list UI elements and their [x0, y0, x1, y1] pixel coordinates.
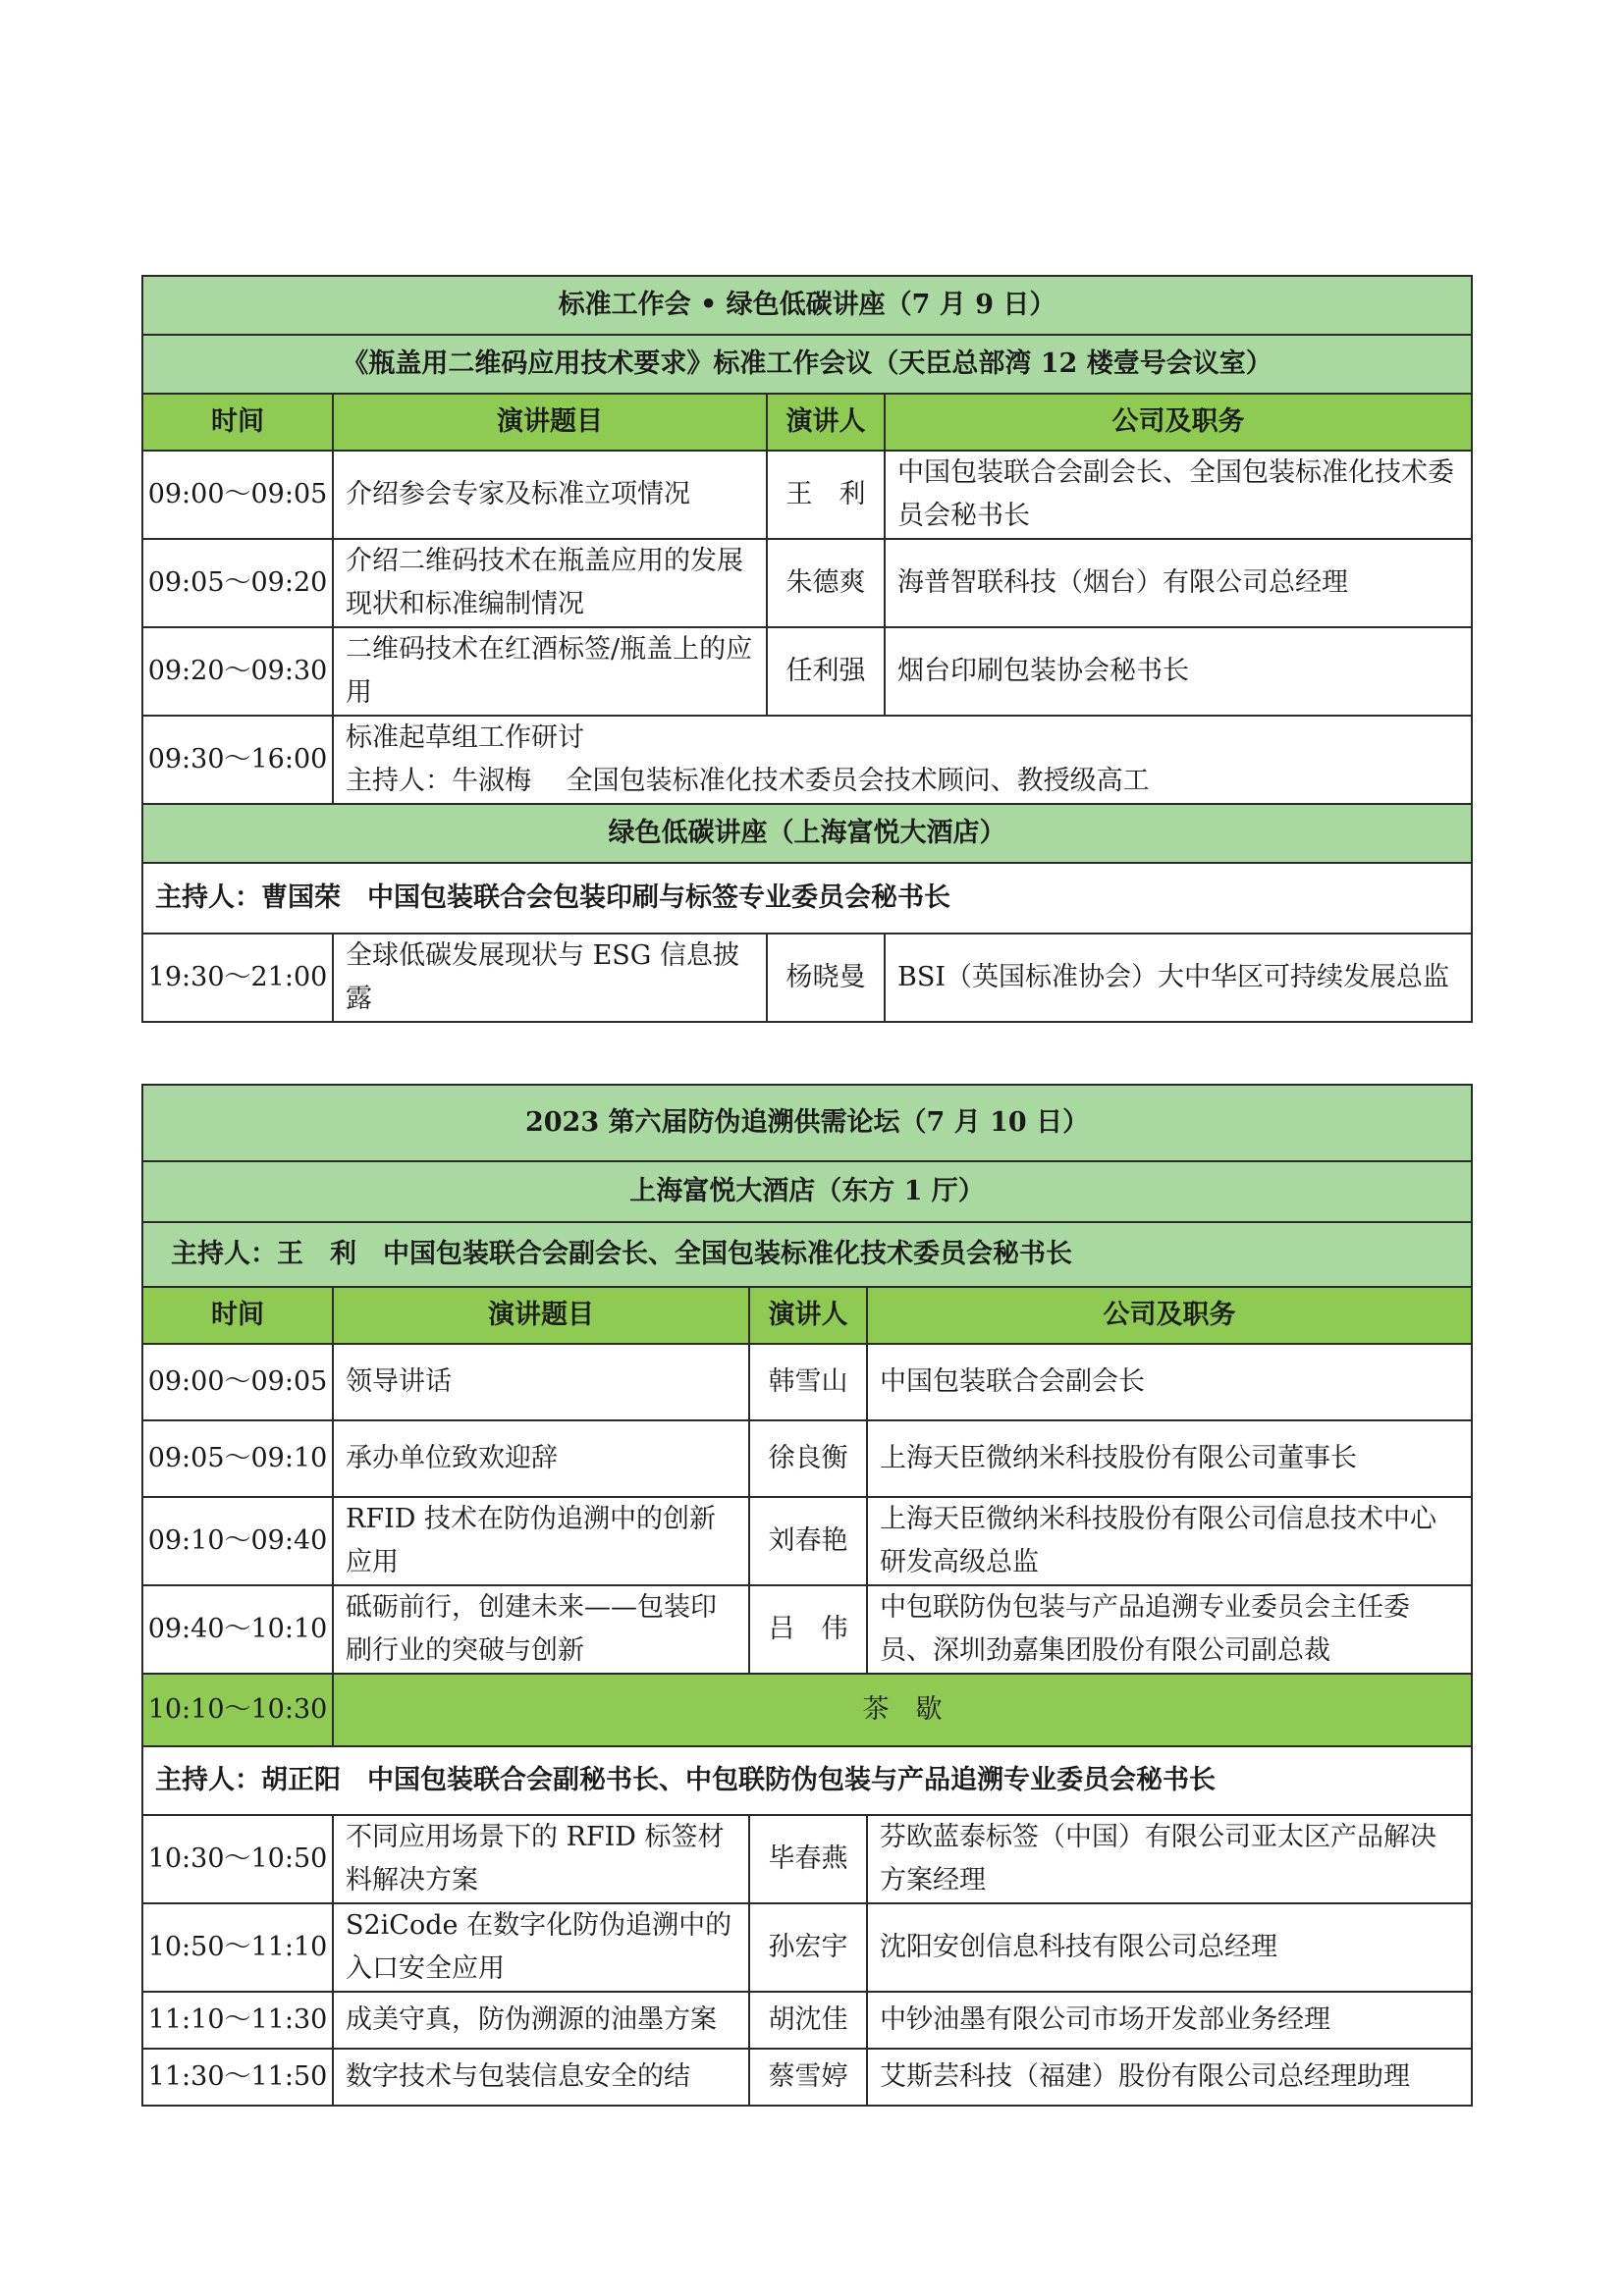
time-cell: 09:10～09:40: [142, 1497, 333, 1585]
topic-cell: 承办单位致欢迎辞: [333, 1420, 749, 1497]
time-cell: 10:50～11:10: [142, 1903, 333, 1992]
topic-cell: 砥砺前行，创建未来——包装印刷行业的突破与创新: [333, 1585, 749, 1674]
speaker-cell: 王 利: [767, 451, 885, 539]
time-cell: 19:30～21:00: [142, 934, 333, 1022]
company-cell: 中钞油墨有限公司市场开发部业务经理: [867, 1992, 1472, 2049]
company-cell: 沈阳安创信息科技有限公司总经理: [867, 1903, 1472, 1992]
host-text: 主持人：王 利 中国包装联合会副会长、全国包装标准化技术委员会秘书长: [142, 1222, 1472, 1287]
header-row: [142, 394, 1472, 451]
table-row: [142, 539, 1472, 627]
table-row: [142, 627, 1472, 716]
table-row: [142, 1497, 1472, 1585]
break-label: 茶 歇: [333, 1674, 1472, 1746]
venue-title: 上海富悦大酒店（东方 1 厅）: [142, 1161, 1472, 1222]
topic-cell: 全球低碳发展现状与 ESG 信息披露: [333, 934, 767, 1022]
header-time: 时间: [142, 1287, 333, 1344]
time-cell: 11:30～11:50: [142, 2049, 333, 2106]
company-cell: 上海天臣微纳米科技股份有限公司董事长: [867, 1420, 1472, 1497]
header-row: [142, 1287, 1472, 1344]
speaker-cell: 吕 伟: [749, 1585, 867, 1674]
speaker-cell: 朱德爽: [767, 539, 885, 627]
table-row: [142, 1344, 1472, 1420]
table-row: [142, 934, 1472, 1022]
host-text: 主持人：曹国荣 中国包装联合会包装印刷与标签专业委员会秘书长: [142, 863, 1472, 934]
company-cell: 中国包装联合会副会长、全国包装标准化技术委员会秘书长: [885, 451, 1472, 539]
company-cell: 海普智联科技（烟台）有限公司总经理: [885, 539, 1472, 627]
speaker-cell: 韩雪山: [749, 1344, 867, 1420]
header-speaker: 演讲人: [767, 394, 885, 451]
schedule-table-standards: [141, 275, 1473, 1023]
table-row: [142, 1903, 1472, 1992]
host-row: [142, 1222, 1472, 1287]
table-title: 2023 第六届防伪追溯供需论坛（7 月 10 日）: [142, 1085, 1472, 1161]
topic-cell: 数字技术与包装信息安全的结: [333, 2049, 749, 2106]
time-cell: 09:00～09:05: [142, 1344, 333, 1420]
header-speaker: 演讲人: [749, 1287, 867, 1344]
speaker-cell: 徐良衡: [749, 1420, 867, 1497]
table-title: 标准工作会 • 绿色低碳讲座（7 月 9 日）: [142, 276, 1472, 335]
host-row: [142, 863, 1472, 934]
topic-cell: RFID 技术在防伪追溯中的创新应用: [333, 1497, 749, 1585]
speaker-cell: 毕春燕: [749, 1815, 867, 1903]
table-row: [142, 1420, 1472, 1497]
host-row: [142, 1746, 1472, 1815]
time-cell: 10:10～10:30: [142, 1674, 333, 1746]
table-row: [142, 1992, 1472, 2049]
company-cell: 芬欧蓝泰标签（中国）有限公司亚太区产品解决方案经理: [867, 1815, 1472, 1903]
topic-cell: 领导讲话: [333, 1344, 749, 1420]
speaker-cell: 蔡雪婷: [749, 2049, 867, 2106]
meeting-subtitle: 《瓶盖用二维码应用技术要求》标准工作会议（天臣总部湾 12 楼壹号会议室）: [142, 335, 1472, 394]
table-title-row: [142, 276, 1472, 335]
time-cell: 09:30～16:00: [142, 716, 333, 804]
company-cell: BSI（英国标准协会）大中华区可持续发展总监: [885, 934, 1472, 1022]
company-cell: 烟台印刷包装协会秘书长: [885, 627, 1472, 716]
company-cell: 中国包装联合会副会长: [867, 1344, 1472, 1420]
time-cell: 09:05～09:20: [142, 539, 333, 627]
time-cell: 11:10～11:30: [142, 1992, 333, 2049]
speaker-cell: 孙宏宇: [749, 1903, 867, 1992]
table-row: [142, 1815, 1472, 1903]
time-cell: 09:00～09:05: [142, 451, 333, 539]
topic-cell: 介绍二维码技术在瓶盖应用的发展现状和标准编制情况: [333, 539, 767, 627]
table-title-row: [142, 1085, 1472, 1161]
host-text: 主持人：胡正阳 中国包装联合会副秘书长、中包联防伪包装与产品追溯专业委员会秘书长: [142, 1746, 1472, 1815]
header-company: 公司及职务: [885, 394, 1472, 451]
table-row: [142, 1585, 1472, 1674]
topic-cell: 二维码技术在红酒标签/瓶盖上的应用: [333, 627, 767, 716]
break-row: [142, 1674, 1472, 1746]
time-cell: 10:30～10:50: [142, 1815, 333, 1903]
venue-row: [142, 1161, 1472, 1222]
company-cell: 上海天臣微纳米科技股份有限公司信息技术中心研发高级总监: [867, 1497, 1472, 1585]
workshop-title: 标准起草组工作研讨: [346, 722, 584, 753]
table-subtitle-row: [142, 335, 1472, 394]
header-topic: 演讲题目: [333, 1287, 749, 1344]
header-time: 时间: [142, 394, 333, 451]
topic-cell: 不同应用场景下的 RFID 标签材料解决方案: [333, 1815, 749, 1903]
schedule-table-forum: [141, 1084, 1473, 2107]
time-cell: 09:40～10:10: [142, 1585, 333, 1674]
speaker-cell: 杨晓曼: [767, 934, 885, 1022]
section-title-row: [142, 804, 1472, 863]
speaker-cell: 任利强: [767, 627, 885, 716]
topic-cell: 介绍参会专家及标准立项情况: [333, 451, 767, 539]
speaker-cell: 胡沈佳: [749, 1992, 867, 2049]
header-topic: 演讲题目: [333, 394, 767, 451]
speaker-cell: 刘春艳: [749, 1497, 867, 1585]
workshop-row: [142, 716, 1472, 804]
table-row: [142, 2049, 1472, 2106]
header-company: 公司及职务: [867, 1287, 1472, 1344]
workshop-host: 主持人：牛淑梅 全国包装标准化技术委员会技术顾问、教授级高工: [346, 766, 1150, 796]
section-title: 绿色低碳讲座（上海富悦大酒店）: [142, 804, 1472, 863]
company-cell: 中包联防伪包装与产品追溯专业委员会主任委员、深圳劲嘉集团股份有限公司副总裁: [867, 1585, 1472, 1674]
topic-cell: 成美守真，防伪溯源的油墨方案: [333, 1992, 749, 2049]
workshop-cell: [333, 716, 1472, 804]
table-row: [142, 451, 1472, 539]
company-cell: 艾斯芸科技（福建）股份有限公司总经理助理: [867, 2049, 1472, 2106]
time-cell: 09:05～09:10: [142, 1420, 333, 1497]
topic-cell: S2iCode 在数字化防伪追溯中的入口安全应用: [333, 1903, 749, 1992]
time-cell: 09:20～09:30: [142, 627, 333, 716]
